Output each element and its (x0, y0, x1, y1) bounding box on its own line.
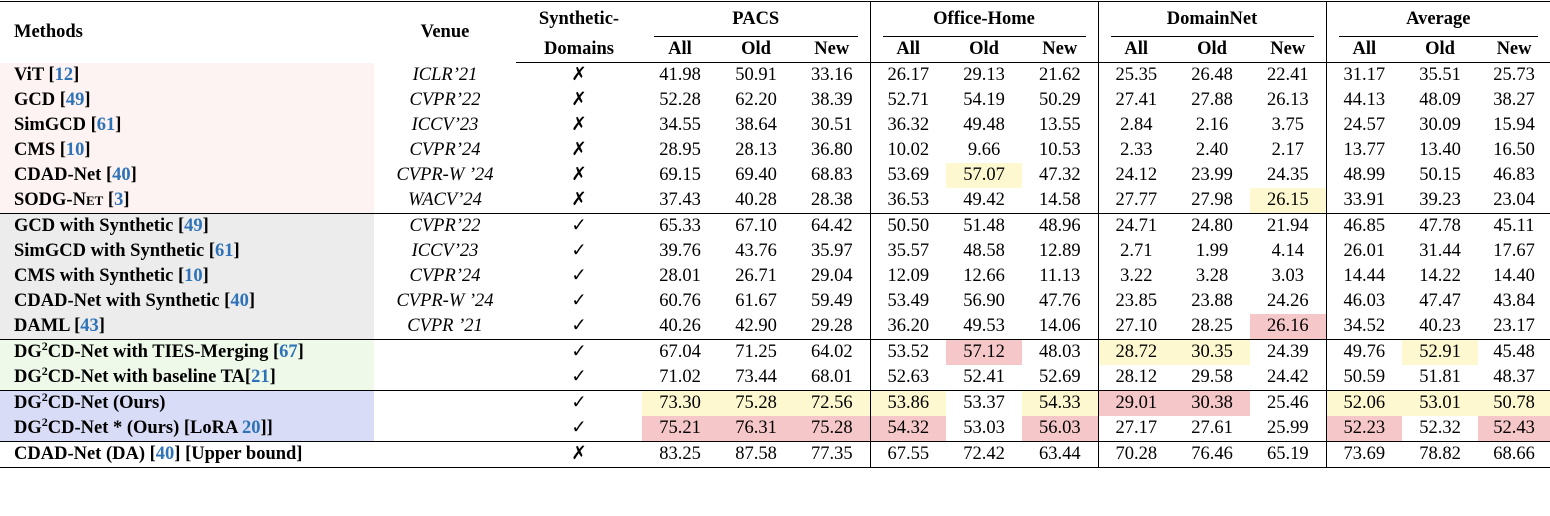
value-cell: 76.46 (1174, 442, 1250, 468)
value-cell: 24.80 (1174, 214, 1250, 240)
value-cell: 46.03 (1326, 289, 1402, 314)
method-name: SimGCD [61] (0, 113, 374, 138)
method-name: DAML [43] (0, 314, 374, 340)
col-venue: Venue (374, 2, 516, 63)
value-cell: 43.84 (1493, 291, 1535, 311)
value-cell: 27.17 (1098, 416, 1174, 442)
value-cell: 76.31 (718, 416, 794, 442)
method-name: GCD with Synthetic [49] (0, 214, 374, 240)
check-icon: ✓ (516, 214, 642, 240)
value-cell: 15.94 (1493, 115, 1535, 135)
method-name: CDAD-Net with Synthetic [40] (0, 289, 374, 314)
value-cell: 77.35 (794, 442, 870, 468)
value-cell: 36.32 (870, 113, 946, 138)
value-cell: 13.77 (1326, 138, 1402, 163)
value-cell: 24.42 (1266, 367, 1309, 387)
value-cell: 51.81 (1419, 367, 1461, 387)
venue-cell: CVPR-W ’24 (396, 291, 494, 311)
value-cell: 26.17 (870, 63, 946, 89)
value-cell: 30.09 (1419, 115, 1461, 135)
col-synthetic-line1: Synthetic- (516, 2, 642, 38)
value-cell: 2.40 (1195, 140, 1229, 160)
value-cell: 35.57 (870, 239, 946, 264)
value-cell: 53.52 (870, 340, 946, 366)
value-cell: 35.97 (810, 241, 853, 261)
cross-icon: ✗ (571, 190, 587, 210)
value-cell: 47.78 (1402, 214, 1478, 240)
value-cell: 28.38 (810, 190, 853, 210)
value-cell: 70.28 (1098, 442, 1174, 468)
check-icon: ✓ (571, 266, 587, 286)
value-cell: 40.23 (1419, 316, 1461, 336)
value-cell: 31.44 (1419, 241, 1461, 261)
value-cell: 24.39 (1250, 340, 1326, 366)
value-cell: 25.99 (1266, 418, 1309, 438)
cross-icon: ✗ (571, 165, 587, 185)
check-icon: ✓ (516, 340, 642, 366)
value-cell: 75.28 (794, 416, 870, 442)
value-cell: 14.40 (1493, 266, 1535, 286)
table-row (0, 63, 1550, 89)
value-cell: 23.17 (1493, 316, 1535, 336)
venue-cell (374, 442, 516, 468)
value-cell: 50.78 (1478, 391, 1550, 417)
value-cell: 49.53 (963, 316, 1005, 336)
value-cell: 53.03 (963, 418, 1005, 438)
method-name: CMS [10] (0, 138, 374, 163)
value-cell: 62.20 (735, 90, 777, 110)
value-cell: 34.52 (1326, 314, 1402, 340)
venue-cell (374, 365, 516, 391)
value-cell: 30.35 (1174, 340, 1250, 366)
method-name: $DG^2CD$-Net with TIES-Merging [67] (0, 340, 374, 366)
value-cell: 21.62 (1038, 65, 1081, 85)
method-name: $DG^2CD$-Net * (Ours) [LoRA 20]] (0, 416, 374, 442)
value-cell: 83.25 (642, 442, 718, 468)
value-cell: 69.40 (735, 165, 777, 185)
value-cell: 46.85 (1326, 214, 1402, 240)
table-row (0, 365, 1550, 391)
value-cell: 34.55 (659, 115, 701, 135)
sub-new: New (1478, 37, 1550, 63)
value-cell: 29.58 (1191, 367, 1233, 387)
value-cell: 69.15 (659, 165, 701, 185)
table-row (0, 188, 1550, 214)
sub-all: All (1098, 37, 1174, 63)
value-cell: 23.04 (1493, 190, 1535, 210)
value-cell: 53.37 (946, 391, 1022, 417)
check-icon: ✓ (571, 367, 587, 387)
table-row (0, 340, 1550, 366)
value-cell: 48.58 (963, 241, 1005, 261)
citation-link[interactable]: 10 (184, 266, 203, 286)
value-cell: 23.88 (1191, 291, 1233, 311)
table-row (0, 314, 1550, 340)
method-name: $DG^2CD$-Net with baseline TA[21] (0, 365, 374, 391)
value-cell: 25.73 (1493, 65, 1535, 85)
venue-cell: CVPR’24 (409, 140, 481, 160)
value-cell: 52.71 (870, 88, 946, 113)
value-cell: 21.94 (1250, 214, 1326, 240)
value-cell: 16.50 (1493, 140, 1535, 160)
value-cell: 52.43 (1478, 416, 1550, 442)
value-cell: 29.13 (963, 65, 1005, 85)
value-cell: 53.01 (1402, 391, 1478, 417)
value-cell: 29.28 (810, 316, 853, 336)
value-cell: 3.03 (1271, 266, 1304, 286)
venue-cell: CVPR ’21 (407, 316, 483, 336)
value-cell: 67.55 (870, 442, 946, 468)
citation-link[interactable]: 20 (241, 418, 261, 438)
value-cell: 26.48 (1191, 65, 1233, 85)
method-name: SimGCD with Synthetic [61] (0, 239, 374, 264)
value-cell: 26.16 (1250, 314, 1326, 340)
value-cell: 52.91 (1402, 340, 1478, 366)
value-cell: 26.13 (1266, 90, 1309, 110)
value-cell: 27.98 (1191, 190, 1233, 210)
value-cell: 12.89 (1038, 241, 1081, 261)
venue-cell: WACV’24 (408, 190, 482, 210)
value-cell: 53.49 (870, 289, 946, 314)
value-cell: 24.12 (1098, 163, 1174, 188)
value-cell: 68.66 (1478, 442, 1550, 468)
results-table (0, 1, 1550, 468)
value-cell: 33.16 (810, 65, 853, 85)
value-cell: 23.85 (1098, 289, 1174, 314)
value-cell: 3.22 (1098, 264, 1174, 289)
value-cell: 2.71 (1098, 239, 1174, 264)
value-cell: 48.99 (1326, 163, 1402, 188)
value-cell: 71.25 (718, 340, 794, 366)
citation-link[interactable]: 21 (251, 367, 270, 387)
value-cell: 54.19 (963, 90, 1005, 110)
value-cell: 37.43 (659, 190, 701, 210)
value-cell: 25.46 (1250, 391, 1326, 417)
value-cell: 48.09 (1419, 90, 1461, 110)
cross-icon: ✗ (571, 90, 587, 110)
citation-link[interactable]: 12 (54, 64, 74, 85)
value-cell: 45.11 (1478, 214, 1550, 240)
value-cell: 52.23 (1326, 416, 1402, 442)
table-row (0, 416, 1550, 442)
cross-icon: ✗ (516, 442, 642, 468)
value-cell: 24.71 (1098, 214, 1174, 240)
value-cell: 2.17 (1271, 140, 1304, 160)
value-cell: 29.04 (810, 266, 853, 286)
value-cell: 64.42 (794, 214, 870, 240)
venue-cell: CVPR’24 (409, 266, 481, 286)
value-cell: 27.41 (1098, 88, 1174, 113)
check-icon: ✓ (516, 391, 642, 417)
citation-link[interactable]: 3 (114, 190, 124, 210)
value-cell: 17.67 (1493, 241, 1535, 261)
value-cell: 33.91 (1326, 188, 1402, 214)
value-cell: 2.16 (1195, 115, 1229, 135)
value-cell: 23.99 (1191, 165, 1233, 185)
method-name: ViT [12] (0, 63, 374, 89)
method-name: GCD [49] (0, 88, 374, 113)
sub-all: All (1326, 37, 1402, 63)
sub-new: New (1250, 37, 1326, 63)
group-office-home: Office-Home (870, 2, 1098, 38)
table-row (0, 88, 1550, 113)
citation-link[interactable]: 61 (96, 115, 116, 135)
value-cell: 59.49 (810, 291, 853, 311)
value-cell: 67.04 (642, 340, 718, 366)
value-cell: 31.17 (1326, 63, 1402, 89)
col-methods: Methods (0, 2, 374, 63)
value-cell: 28.12 (1098, 365, 1174, 391)
value-cell: 35.51 (1419, 65, 1461, 85)
value-cell: 75.21 (642, 416, 718, 442)
value-cell: 26.01 (1326, 239, 1402, 264)
value-cell: 22.41 (1266, 65, 1309, 85)
value-cell: 28.72 (1098, 340, 1174, 366)
value-cell: 38.64 (735, 115, 777, 135)
value-cell: 48.03 (1022, 340, 1098, 366)
table-row (0, 391, 1550, 417)
value-cell: 38.27 (1493, 90, 1535, 110)
value-cell: 57.12 (946, 340, 1022, 366)
value-cell: 36.20 (870, 314, 946, 340)
value-cell: 9.66 (967, 140, 1001, 160)
value-cell: 27.10 (1098, 314, 1174, 340)
value-cell: 51.48 (946, 214, 1022, 240)
citation-link[interactable]: 40 (155, 444, 175, 464)
value-cell: 47.47 (1419, 291, 1461, 311)
venue-cell (374, 340, 516, 366)
value-cell: 28.95 (659, 140, 701, 160)
table-row (0, 239, 1550, 264)
sub-new: New (1022, 37, 1098, 63)
value-cell: 73.69 (1326, 442, 1402, 468)
method-name: SODG-Net [3] (0, 188, 374, 214)
check-icon: ✓ (571, 316, 587, 336)
value-cell: 40.28 (735, 190, 777, 210)
value-cell: 50.91 (735, 65, 777, 85)
citation-link[interactable]: 49 (184, 216, 203, 236)
value-cell: 29.01 (1098, 391, 1174, 417)
table-row (0, 138, 1550, 163)
value-cell: 10.02 (870, 138, 946, 163)
venue-cell: ICCV’23 (411, 115, 479, 135)
sub-all: All (642, 37, 718, 63)
value-cell: 54.32 (870, 416, 946, 442)
table-row (0, 113, 1550, 138)
table-row (0, 442, 1550, 468)
sub-new: New (794, 37, 870, 63)
table-row (0, 163, 1550, 188)
citation-link[interactable]: 10 (65, 140, 85, 160)
venue-cell: CVPR’22 (374, 214, 516, 240)
method-name: CDAD-Net [40] (0, 163, 374, 188)
value-cell: 12.09 (870, 264, 946, 289)
value-cell: 67.10 (718, 214, 794, 240)
cross-icon: ✗ (571, 140, 587, 160)
value-cell: 30.38 (1174, 391, 1250, 417)
value-cell: 40.26 (659, 316, 701, 336)
value-cell: 49.48 (963, 115, 1005, 135)
group-domainnet: DomainNet (1098, 2, 1326, 38)
method-name: $DG^2CD$-Net (Ours) (0, 391, 374, 417)
value-cell: 78.82 (1402, 442, 1478, 468)
citation-link[interactable]: 43 (80, 316, 99, 336)
venue-cell: ICCV’23 (411, 241, 479, 261)
value-cell: 13.40 (1419, 140, 1461, 160)
value-cell: 24.35 (1266, 165, 1309, 185)
col-synthetic-line2: Domains (516, 37, 642, 63)
citation-link[interactable]: 67 (279, 342, 298, 362)
value-cell: 73.30 (642, 391, 718, 417)
value-cell: 52.63 (870, 365, 946, 391)
value-cell: 14.22 (1419, 266, 1461, 286)
value-cell: 53.86 (870, 391, 946, 417)
value-cell: 38.39 (810, 90, 853, 110)
method-name: CDAD-Net (DA) [40] [Upper bound] (0, 442, 374, 468)
value-cell: 12.66 (963, 266, 1005, 286)
cross-icon: ✗ (571, 65, 587, 85)
value-cell: 42.90 (735, 316, 777, 336)
table-row (0, 289, 1550, 314)
results-body (0, 63, 1550, 468)
value-cell: 47.76 (1038, 291, 1081, 311)
value-cell: 68.01 (810, 367, 853, 387)
value-cell: 2.33 (1098, 138, 1174, 163)
value-cell: 52.69 (1038, 367, 1081, 387)
value-cell: 87.58 (718, 442, 794, 468)
citation-link[interactable]: 49 (65, 90, 85, 110)
value-cell: 14.44 (1326, 264, 1402, 289)
value-cell: 27.88 (1191, 90, 1233, 110)
value-cell: 65.33 (642, 214, 718, 240)
sub-old: Old (1402, 37, 1478, 63)
value-cell: 63.44 (1022, 442, 1098, 468)
venue-cell: CVPR’22 (409, 90, 481, 110)
value-cell: 50.29 (1038, 90, 1081, 110)
value-cell: 1.99 (1195, 241, 1229, 261)
check-icon: ✓ (571, 291, 587, 311)
value-cell: 3.75 (1271, 115, 1304, 135)
value-cell: 56.03 (1022, 416, 1098, 442)
value-cell: 56.90 (963, 291, 1005, 311)
value-cell: 43.76 (735, 241, 777, 261)
header-row-1 (0, 2, 1550, 38)
citation-link[interactable]: 40 (112, 165, 131, 185)
value-cell: 25.35 (1098, 63, 1174, 89)
value-cell: 71.02 (659, 367, 701, 387)
value-cell: 52.32 (1419, 418, 1461, 438)
value-cell: 27.77 (1098, 188, 1174, 214)
value-cell: 13.55 (1038, 115, 1081, 135)
value-cell: 46.83 (1493, 165, 1535, 185)
value-cell: 60.76 (659, 291, 701, 311)
value-cell: 39.76 (659, 241, 701, 261)
value-cell: 41.98 (659, 65, 701, 85)
value-cell: 64.02 (794, 340, 870, 366)
value-cell: 3.28 (1195, 266, 1229, 286)
value-cell: 45.48 (1478, 340, 1550, 366)
citation-link[interactable]: 40 (230, 291, 249, 311)
value-cell: 2.84 (1098, 113, 1174, 138)
value-cell: 68.83 (810, 165, 853, 185)
value-cell: 52.28 (659, 90, 701, 110)
value-cell: 10.53 (1038, 140, 1081, 160)
value-cell: 48.37 (1493, 367, 1535, 387)
value-cell: 48.96 (1022, 214, 1098, 240)
value-cell: 52.06 (1326, 391, 1402, 417)
venue-cell: CVPR-W ’24 (396, 165, 494, 185)
value-cell: 49.42 (963, 190, 1005, 210)
cross-icon: ✗ (571, 115, 587, 135)
value-cell: 65.19 (1250, 442, 1326, 468)
check-icon: ✓ (571, 241, 587, 261)
value-cell: 26.15 (1250, 188, 1326, 214)
venue-cell (374, 391, 516, 417)
value-cell: 50.15 (1419, 165, 1461, 185)
value-cell: 24.57 (1326, 113, 1402, 138)
venue-cell (374, 416, 516, 442)
value-cell: 52.41 (963, 367, 1005, 387)
value-cell: 4.14 (1271, 241, 1304, 261)
sub-old: Old (718, 37, 794, 63)
value-cell: 57.07 (946, 163, 1022, 188)
value-cell: 28.01 (659, 266, 701, 286)
value-cell: 28.13 (735, 140, 777, 160)
value-cell: 28.25 (1191, 316, 1233, 336)
value-cell: 54.33 (1022, 391, 1098, 417)
citation-link[interactable]: 61 (214, 241, 234, 261)
value-cell: 47.32 (1038, 165, 1081, 185)
value-cell: 11.13 (1039, 266, 1081, 286)
value-cell: 26.71 (735, 266, 777, 286)
value-cell: 36.53 (870, 188, 946, 214)
value-cell: 50.50 (870, 214, 946, 240)
value-cell: 72.42 (946, 442, 1022, 468)
value-cell: 14.06 (1038, 316, 1081, 336)
value-cell: 73.44 (735, 367, 777, 387)
group-average: Average (1326, 2, 1550, 38)
table-row (0, 214, 1550, 240)
sub-old: Old (1174, 37, 1250, 63)
method-name: CMS with Synthetic [10] (0, 264, 374, 289)
table-row (0, 264, 1550, 289)
value-cell: 50.59 (1326, 365, 1402, 391)
value-cell: 49.76 (1326, 340, 1402, 366)
value-cell: 14.58 (1038, 190, 1081, 210)
value-cell: 30.51 (810, 115, 853, 135)
check-icon: ✓ (571, 418, 587, 438)
value-cell: 72.56 (794, 391, 870, 417)
group-pacs: PACS (642, 2, 870, 38)
value-cell: 75.28 (718, 391, 794, 417)
value-cell: 24.26 (1266, 291, 1309, 311)
value-cell: 36.80 (810, 140, 853, 160)
value-cell: 53.69 (870, 163, 946, 188)
venue-cell: ICLR’21 (412, 64, 478, 85)
sub-all: All (870, 37, 946, 63)
value-cell: 61.67 (735, 291, 777, 311)
sub-old: Old (946, 37, 1022, 63)
value-cell: 39.23 (1419, 190, 1461, 210)
value-cell: 27.61 (1191, 418, 1233, 438)
value-cell: 44.13 (1326, 88, 1402, 113)
